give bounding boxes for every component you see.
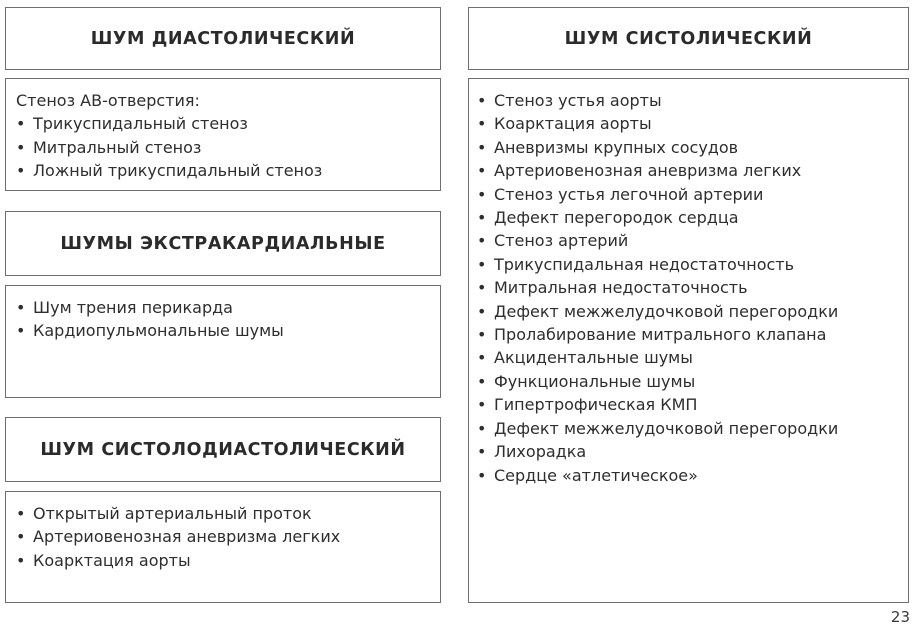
list-item-text: Коарктация аорты [494, 114, 652, 134]
systolic-title: ШУМ СИСТОЛИЧЕСКИЙ [564, 28, 813, 49]
list-item-text: Артериовенозная аневризма легких [494, 161, 802, 181]
bullet: • [477, 465, 487, 485]
bullet: • [477, 231, 487, 251]
systodiastolic-header [5, 417, 441, 482]
list-item [16, 525, 430, 548]
list-item [477, 112, 898, 135]
bullet: • [477, 91, 487, 110]
diastolic-lead: Стеноз АВ-отверстия: [16, 91, 200, 110]
bullet: • [477, 301, 487, 321]
diastolic-list [5, 78, 441, 191]
bullet: • [477, 371, 487, 391]
diastolic-header [5, 7, 441, 70]
diastolic-title: ШУМ ДИАСТОЛИЧЕСКИЙ [90, 28, 356, 49]
list-item [477, 276, 898, 299]
list-item-text: Стеноз устья аорты [494, 91, 662, 110]
list-item [477, 253, 898, 276]
list-item [477, 464, 898, 487]
systolic-header [468, 7, 909, 70]
bullet: • [477, 114, 487, 134]
list-item-text: Гипертрофическая КМП [494, 395, 698, 415]
list-item-text: Функциональные шумы [494, 371, 696, 391]
list-item [477, 206, 898, 229]
list-item-text: Сердце «атлетическое» [494, 465, 698, 485]
list-item [16, 136, 430, 159]
bullet: • [477, 325, 487, 345]
bullet: • [477, 254, 487, 274]
list-item [477, 323, 898, 346]
list-item [16, 159, 430, 182]
systodiastolic-list [5, 491, 441, 603]
page-number: 23 [890, 608, 910, 626]
extracardiac-header [5, 211, 441, 276]
list-item-text: Пролабирование митрального клапана [494, 325, 827, 345]
bullet: • [16, 161, 26, 181]
list-item [16, 296, 430, 319]
list-item [477, 159, 898, 182]
list-item-text: Лихорадка [494, 442, 587, 462]
bullet: • [477, 395, 487, 415]
extracardiac-title: ШУМЫ ЭКСТРАКАРДИАЛЬНЫЕ [60, 233, 386, 254]
bullet: • [16, 504, 26, 523]
list-item-text: Акцидентальные шумы [494, 348, 693, 368]
list-item [16, 502, 430, 525]
list-item-text: Дефект перегородок сердца [494, 208, 739, 228]
list-item [477, 89, 898, 112]
list-item [477, 136, 898, 159]
systodiastolic-title: ШУМ СИСТОЛОДИАСТОЛИЧЕСКИЙ [40, 439, 406, 460]
list-item-text: Стеноз артерий [494, 231, 629, 251]
list-item-text: Стеноз устья легочной артерии [494, 184, 764, 204]
list-item-text: Дефект межжелудочковой перегородки [494, 418, 839, 438]
bullet: • [477, 278, 487, 298]
list-item [16, 112, 430, 135]
bullet: • [477, 418, 487, 438]
bullet: • [477, 184, 487, 204]
list-item-text: Трикуспидальный стеноз [33, 114, 248, 134]
bullet: • [16, 137, 26, 157]
extracardiac-list [5, 285, 441, 398]
list-item [477, 370, 898, 393]
bullet: • [16, 321, 26, 341]
list-item [16, 319, 430, 342]
list-item [477, 440, 898, 463]
list-item-text: Митральный стеноз [33, 137, 202, 157]
systolic-list [468, 78, 909, 603]
bullet: • [16, 527, 26, 547]
list-item [477, 346, 898, 369]
list-item-text: Митральная недостаточность [494, 278, 748, 298]
bullet: • [477, 161, 487, 181]
list-item [16, 549, 430, 572]
list-item-text: Трикуспидальная недостаточность [494, 254, 795, 274]
list-item [477, 229, 898, 252]
list-item [477, 300, 898, 323]
list-item-text: Шум трения перикарда [33, 298, 233, 317]
list-item [477, 183, 898, 206]
list-item-text: Кардиопульмональные шумы [33, 321, 284, 341]
bullet: • [477, 208, 487, 228]
bullet: • [16, 298, 26, 317]
list-item-text: Коарктация аорты [33, 550, 191, 570]
bullet: • [16, 114, 26, 134]
bullet: • [477, 348, 487, 368]
list-item-text: Дефект межжелудочковой перегородки [494, 301, 839, 321]
bullet: • [477, 442, 487, 462]
bullet: • [477, 137, 487, 157]
list-item [477, 417, 898, 440]
list-item-text: Открытый артериальный проток [33, 504, 312, 523]
list-item [477, 393, 898, 416]
list-item-text: Ложный трикуспидальный стеноз [33, 161, 323, 181]
bullet: • [16, 550, 26, 570]
list-item-text: Аневризмы крупных сосудов [494, 137, 739, 157]
list-item-text: Артериовенозная аневризма легких [33, 527, 341, 547]
